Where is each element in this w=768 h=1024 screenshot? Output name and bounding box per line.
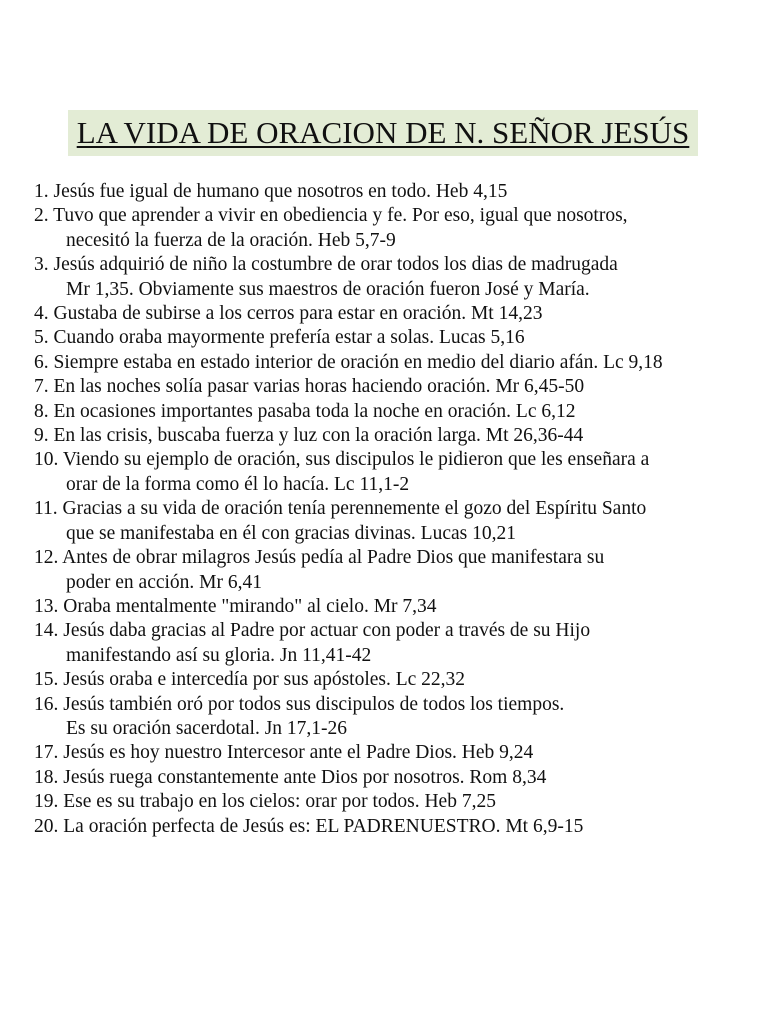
list-item-continuation: que se manifestaba en él con gracias divinas. Lucas 10,21 [66, 522, 516, 544]
list-item-text: 18. Jesús ruega constantemente ante Dios por nosotros. Rom 8,34 [34, 766, 547, 788]
list-item-text: 9. En las crisis, buscaba fuerza y luz con la oración larga. Mt 26,36-44 [34, 425, 584, 447]
list-item [34, 741, 744, 765]
document-title: LA VIDA DE ORACION DE N. SEÑOR JESÚS [76, 115, 690, 150]
list-item-continuation: manifestando así su gloria. Jn 11,41-42 [66, 644, 372, 666]
list-item-text: 14. Jesús daba gracias al Padre por actuar con poder a través de su Hijo [34, 620, 591, 642]
list-item-text: 6. Siempre estaba en estado interior de oración en medio del diario afán. Lc 9,18 [34, 351, 663, 373]
list-item-text: 16. Jesús también oró por todos sus discipulos de todos los tiempos. [34, 693, 565, 715]
list-item [34, 204, 744, 253]
list-item [34, 619, 744, 668]
list-item-continuation: necesitó la fuerza de la oración. Heb 5,7-9 [66, 229, 396, 251]
list-item-text: 15. Jesús oraba e intercedía por sus apóstoles. Lc 22,32 [34, 669, 466, 691]
list-item [34, 351, 744, 375]
list-item [34, 497, 744, 546]
list-item-text: 13. Oraba mentalmente "mirando" al cielo. Mr 7,34 [34, 595, 437, 617]
list-item-text: 1. Jesús fue igual de humano que nosotros en todo. Heb 4,15 [34, 181, 508, 202]
list-item-text: 20. La oración perfecta de Jesús es: EL PADRENUESTRO. Mt 6,9-15 [34, 815, 584, 837]
title-banner [68, 110, 698, 156]
list-item-text: 7. En las noches solía pasar varias horas haciendo oración. Mr 6,45-50 [34, 376, 585, 398]
list-item-text: 11. Gracias a su vida de oración tenía perennemente el gozo del Espíritu Santo [34, 498, 647, 520]
list-item-continuation: orar de la forma como él lo hacía. Lc 11,1-2 [66, 473, 410, 495]
prayer-list [34, 180, 744, 839]
list-item-text: 12. Antes de obrar milagros Jesús pedía al Padre Dios que manifestara su [34, 547, 605, 569]
list-item-continuation: Es su oración sacerdotal. Jn 17,1-26 [66, 717, 348, 739]
list-item-text: 3. Jesús adquirió de niño la costumbre de orar todos los dias de madrugada [34, 254, 618, 276]
list-item [34, 546, 744, 595]
list-item-text: 19. Ese es su trabajo en los cielos: orar por todos. Heb 7,25 [34, 791, 496, 813]
list-item [34, 253, 744, 302]
list-item-text: 10. Viendo su ejemplo de oración, sus discipulos le pidieron que les enseñara a [34, 449, 650, 471]
list-item [34, 790, 744, 814]
list-item [34, 693, 744, 742]
list-item [34, 302, 744, 326]
list-item [34, 180, 744, 204]
list-item [34, 326, 744, 350]
list-item [34, 400, 744, 424]
list-item-text: 8. En ocasiones importantes pasaba toda la noche en oración. Lc 6,12 [34, 400, 576, 422]
list-item [34, 668, 744, 692]
list-item-continuation: Mr 1,35. Obviamente sus maestros de oración fueron José y María. [66, 278, 590, 300]
list-item [34, 815, 744, 839]
list-item-text: 5. Cuando oraba mayormente prefería estar a solas. Lucas 5,16 [34, 327, 525, 349]
list-item-continuation: poder en acción. Mr 6,41 [66, 571, 263, 593]
list-item [34, 424, 744, 448]
list-item-text: 17. Jesús es hoy nuestro Intercesor ante el Padre Dios. Heb 9,24 [34, 742, 534, 764]
list-item [34, 766, 744, 790]
list-item [34, 375, 744, 399]
list-item-text: 4. Gustaba de subirse a los cerros para estar en oración. Mt 14,23 [34, 303, 543, 325]
list-item [34, 448, 744, 497]
list-item [34, 595, 744, 619]
list-item-text: 2. Tuvo que aprender a vivir en obediencia y fe. Por eso, igual que nosotros, [34, 205, 628, 227]
